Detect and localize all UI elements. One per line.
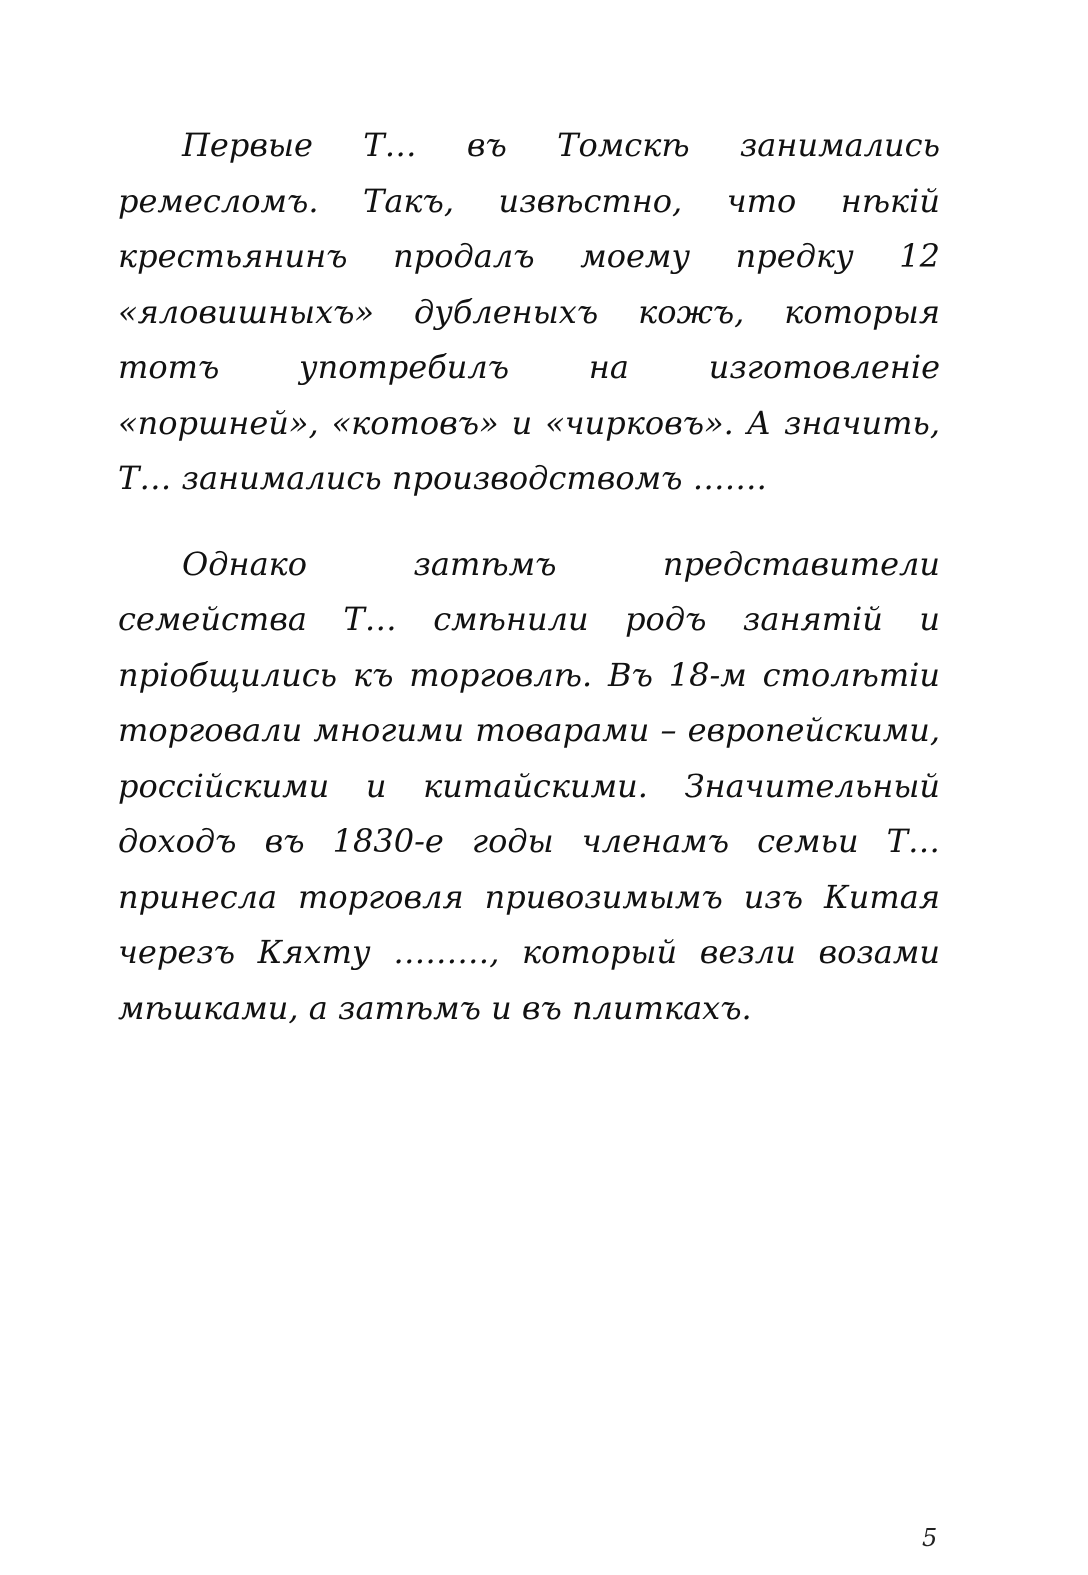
page-number: 5: [922, 1524, 938, 1552]
paragraph-1: Первые Т… въ Томскѣ занимались ремесломъ. Такъ, извѣстно, что нѣкій крестьянинъ продалъ моему предку 12 «яловишныхъ» дубленыхъ кожъ, которыя тотъ употребилъ на изготовленіе «поршней», «котовъ» и «чирковъ». А значить, Т… занимались производствомъ …….: [118, 126, 940, 497]
body-text: [118, 118, 940, 1036]
paragraph-2: Однако затѣмъ представители семейства Т… смѣнили родъ занятій и пріобщились къ торговлѣ. Въ 18-м столѣтіи торговали многими товарами – европейскими, россійскими и китайскими. Значительный доходъ въ 1830-е годы членамъ семьи Т… принесла торговля привозимымъ изъ Китая черезъ Кяхту ………, который везли возами мѣшками, а затѣмъ и въ плиткахъ.: [118, 544, 940, 1027]
